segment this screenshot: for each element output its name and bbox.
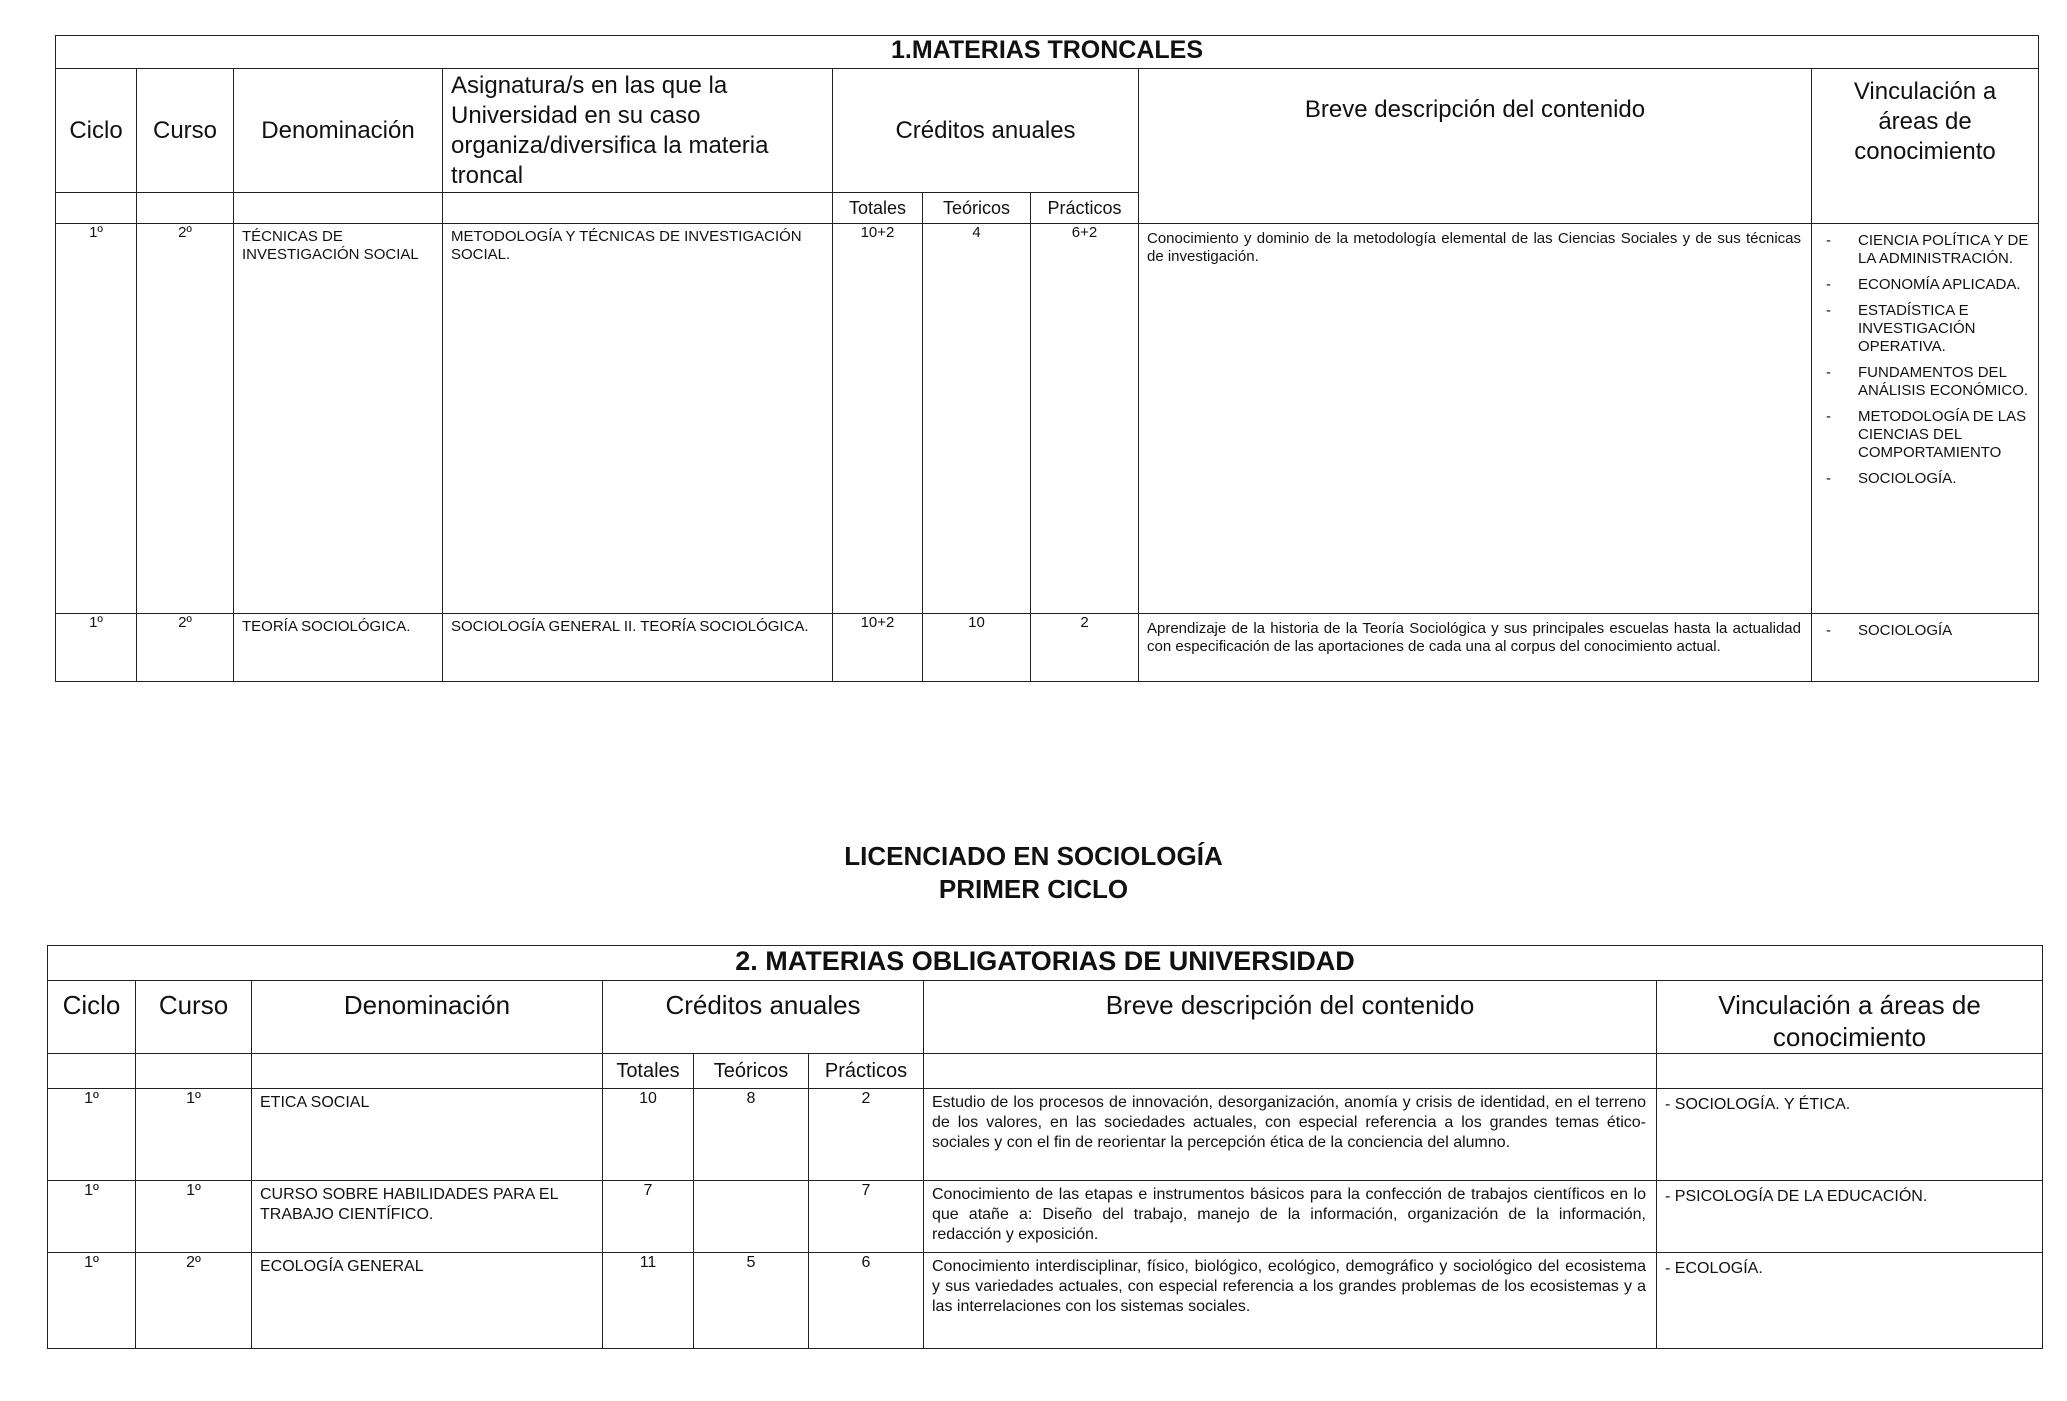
cell-area: - PSICOLOGÍA DE LA EDUCACIÓN. bbox=[1657, 1181, 2043, 1253]
cell-ciclo: 1º bbox=[56, 224, 137, 614]
cell-descripcion: Estudio de los procesos de innovación, desorganización, anomía y crisis de identidad, en el terreno de los valores, en las sociedades actuales, con especial referencia a los grandes temas ético-sociales y con el fin de reorientar la percepción ética de la conciencia del alumno. bbox=[924, 1089, 1657, 1181]
cell-descripcion: Conocimiento de las etapas e instrumentos básicos para la confección de trabajos científicos en lo que atañe a: Diseño del trabajo, manejo de la información, organización de la información, redacción y exposición. bbox=[924, 1181, 1657, 1253]
header-totales: Totales bbox=[833, 193, 923, 224]
area-item: - FUNDAMENTOS DEL ANÁLISIS ECONÓMICO. bbox=[1826, 364, 2034, 400]
header-practicos: Prácticos bbox=[809, 1054, 924, 1089]
header-totales: Totales bbox=[603, 1054, 694, 1089]
header-vinculacion: Vinculación a áreas de conocimiento bbox=[1657, 981, 2043, 1054]
header-curso: Curso bbox=[136, 981, 252, 1054]
areas-list bbox=[1812, 224, 2038, 488]
header-descripcion: Breve descripción del contenido bbox=[1139, 69, 1812, 224]
section2-banner: 2. MATERIAS OBLIGATORIAS DE UNIVERSIDAD bbox=[48, 946, 2043, 981]
area-item: - SOCIOLOGÍA. bbox=[1826, 470, 2034, 488]
cell-area: - ECOLOGÍA. bbox=[1657, 1253, 2043, 1349]
cell-teoricos: 5 bbox=[694, 1253, 809, 1349]
header-denominacion: Denominación bbox=[234, 69, 443, 193]
cell-totales: 10+2 bbox=[833, 614, 923, 682]
cell-practicos: 6 bbox=[809, 1253, 924, 1349]
area-item: - ESTADÍSTICA E INVESTIGACIÓN OPERATIVA. bbox=[1826, 302, 2034, 356]
cell-areas bbox=[1812, 614, 2039, 682]
cell-practicos: 2 bbox=[1031, 614, 1139, 682]
area-item: - SOCIOLOGÍA bbox=[1826, 622, 2034, 640]
cell-denominacion: ETICA SOCIAL bbox=[252, 1089, 603, 1181]
table-row bbox=[48, 1181, 2043, 1253]
header-vinculacion: Vinculación a áreas de conocimiento bbox=[1812, 69, 2039, 224]
area-item: - CIENCIA POLÍTICA Y DE LA ADMINISTRACIÓN. bbox=[1826, 232, 2034, 268]
header-curso: Curso bbox=[137, 69, 234, 193]
areas-list bbox=[1812, 614, 2038, 640]
page-title bbox=[0, 840, 2067, 906]
cell-totales: 10+2 bbox=[833, 224, 923, 614]
header-denominacion: Denominación bbox=[252, 981, 603, 1054]
cell-teoricos: 8 bbox=[694, 1089, 809, 1181]
cell-denominacion: TEORÍA SOCIOLÓGICA. bbox=[234, 614, 443, 682]
cell-asignatura: SOCIOLOGÍA GENERAL II. TEORÍA SOCIOLÓGICA. bbox=[443, 614, 833, 682]
cell-ciclo: 1º bbox=[48, 1089, 136, 1181]
header-teoricos: Teóricos bbox=[694, 1054, 809, 1089]
cell-totales: 11 bbox=[603, 1253, 694, 1349]
header-teoricos: Teóricos bbox=[923, 193, 1031, 224]
cell-practicos: 2 bbox=[809, 1089, 924, 1181]
header-ciclo: Ciclo bbox=[56, 69, 137, 193]
cell-descripcion: Conocimiento interdisciplinar, físico, biológico, ecológico, demográfico y sociológico del ecosistema y sus variedades actuales, con especial referencia a los grandes problemas de los ecosistemas y a las interrelaciones con los sistemas sociales. bbox=[924, 1253, 1657, 1349]
cell-practicos: 6+2 bbox=[1031, 224, 1139, 614]
area-item: - ECONOMÍA APLICADA. bbox=[1826, 276, 2034, 294]
cell-teoricos: 10 bbox=[923, 614, 1031, 682]
cell-teoricos bbox=[694, 1181, 809, 1253]
cell-descripcion: Aprendizaje de la historia de la Teoría Sociológica y sus principales escuelas hasta la actualidad con especificación de las aportaciones de cada una al corpus del conocimiento actual. bbox=[1139, 614, 1812, 682]
table-row bbox=[48, 1253, 2043, 1349]
cell-totales: 10 bbox=[603, 1089, 694, 1181]
cell-descripcion: Conocimiento y dominio de la metodología elemental de las Ciencias Sociales y de sus técnicas de investigación. bbox=[1139, 224, 1812, 614]
cell-curso: 2º bbox=[136, 1253, 252, 1349]
cell-totales: 7 bbox=[603, 1181, 694, 1253]
header-ciclo: Ciclo bbox=[48, 981, 136, 1054]
cell-denominacion: CURSO SOBRE HABILIDADES PARA EL TRABAJO CIENTÍFICO. bbox=[252, 1181, 603, 1253]
table-row bbox=[56, 224, 2039, 614]
area-item: - METODOLOGÍA DE LAS CIENCIAS DEL COMPORTAMIENTO bbox=[1826, 408, 2034, 462]
cell-curso: 1º bbox=[136, 1089, 252, 1181]
cell-areas bbox=[1812, 224, 2039, 614]
header-creditos: Créditos anuales bbox=[603, 981, 924, 1054]
title-line-2: PRIMER CICLO bbox=[938, 874, 1129, 904]
cell-teoricos: 4 bbox=[923, 224, 1031, 614]
cell-denominacion: ECOLOGÍA GENERAL bbox=[252, 1253, 603, 1349]
title-line-1: LICENCIADO EN SOCIOLOGÍA bbox=[844, 841, 1223, 871]
header-creditos: Créditos anuales bbox=[833, 69, 1139, 193]
materias-troncales-table bbox=[55, 35, 2039, 682]
cell-ciclo: 1º bbox=[48, 1181, 136, 1253]
header-practicos: Prácticos bbox=[1031, 193, 1139, 224]
materias-obligatorias-table bbox=[47, 945, 2043, 1349]
cell-ciclo: 1º bbox=[56, 614, 137, 682]
cell-curso: 2º bbox=[137, 224, 234, 614]
header-asignaturas: Asignatura/s en las que la Universidad en su caso organiza/diversifica la materia troncal bbox=[443, 69, 833, 193]
header-descripcion: Breve descripción del contenido bbox=[924, 981, 1657, 1054]
cell-ciclo: 1º bbox=[48, 1253, 136, 1349]
cell-curso: 2º bbox=[137, 614, 234, 682]
cell-curso: 1º bbox=[136, 1181, 252, 1253]
section1-banner: 1.MATERIAS TRONCALES bbox=[56, 36, 2039, 69]
cell-practicos: 7 bbox=[809, 1181, 924, 1253]
table-row bbox=[48, 1089, 2043, 1181]
cell-denominacion: TÉCNICAS DE INVESTIGACIÓN SOCIAL bbox=[234, 224, 443, 614]
cell-asignatura: METODOLOGÍA Y TÉCNICAS DE INVESTIGACIÓN SOCIAL. bbox=[443, 224, 833, 614]
table-row bbox=[56, 614, 2039, 682]
cell-area: - SOCIOLOGÍA. Y ÉTICA. bbox=[1657, 1089, 2043, 1181]
